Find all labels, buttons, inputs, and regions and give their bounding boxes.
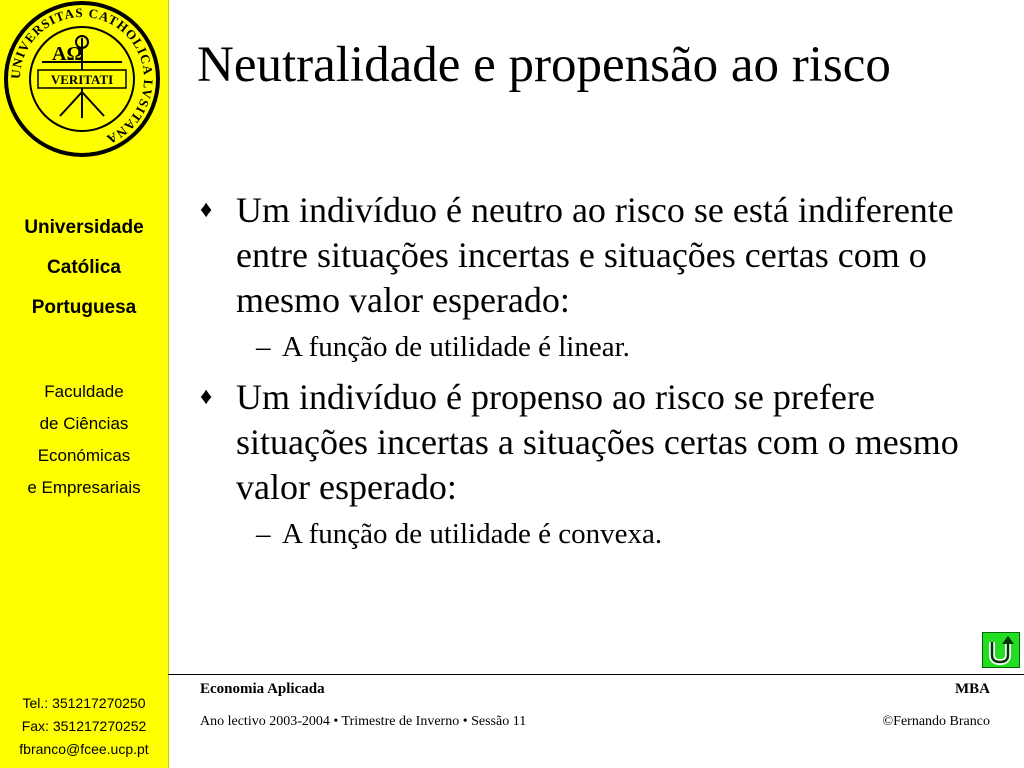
sub-bullet-item: – A função de utilidade é convexa. — [200, 514, 1000, 554]
diamond-bullet-icon: ♦ — [200, 197, 213, 223]
u-turn-icon — [983, 633, 1019, 667]
faculty-name: Faculdade de Ciências Económicas e Empresariais — [27, 382, 141, 497]
svg-text:AΩ: AΩ — [52, 43, 83, 65]
dash-bullet-icon: – — [256, 331, 271, 363]
slide-title: Neutralidade e propensão ao risco — [197, 37, 891, 93]
diamond-bullet-icon: ♦ — [200, 384, 213, 410]
university-seal-logo — [2, 0, 162, 158]
phone: Tel.: 351217270250 — [22, 695, 146, 711]
bullet-item: ♦ Um indivíduo é neutro ao risco se está indiferente entre situações incertas e situações certas com o mesmo valor esperado: — [200, 190, 954, 320]
author-credit: ©Fernando Branco — [882, 714, 990, 729]
university-name: Universidade Católica Portuguesa — [24, 217, 144, 318]
svg-text:VERITATI: VERITATI — [50, 72, 114, 87]
svg-text:UNIVERSITAS CATHOLICA LVSITANA: UNIVERSITAS CATHOLICA LVSITANA — [7, 4, 157, 148]
dash-bullet-icon: – — [256, 518, 271, 550]
email[interactable]: fbranco@fcee.ucp.pt — [19, 741, 149, 757]
bullet-list — [200, 188, 1000, 562]
footer-divider — [168, 674, 1024, 675]
contact-info — [0, 692, 168, 761]
fax: Fax: 351217270252 — [21, 718, 147, 734]
sidebar — [0, 0, 169, 768]
course-name: Economia Aplicada — [200, 681, 325, 697]
program-name: MBA — [955, 681, 990, 697]
return-nav-button[interactable] — [982, 632, 1020, 668]
session-info: Ano lectivo 2003-2004 • Trimestre de Inverno • Sessão 11 — [200, 714, 527, 729]
sub-bullet-item: – A função de utilidade é linear. — [200, 327, 1000, 367]
bullet-item: ♦ Um indivíduo é propenso ao risco se prefere situações incertas a situações certas com o mesmo valor esperado: — [200, 377, 959, 507]
